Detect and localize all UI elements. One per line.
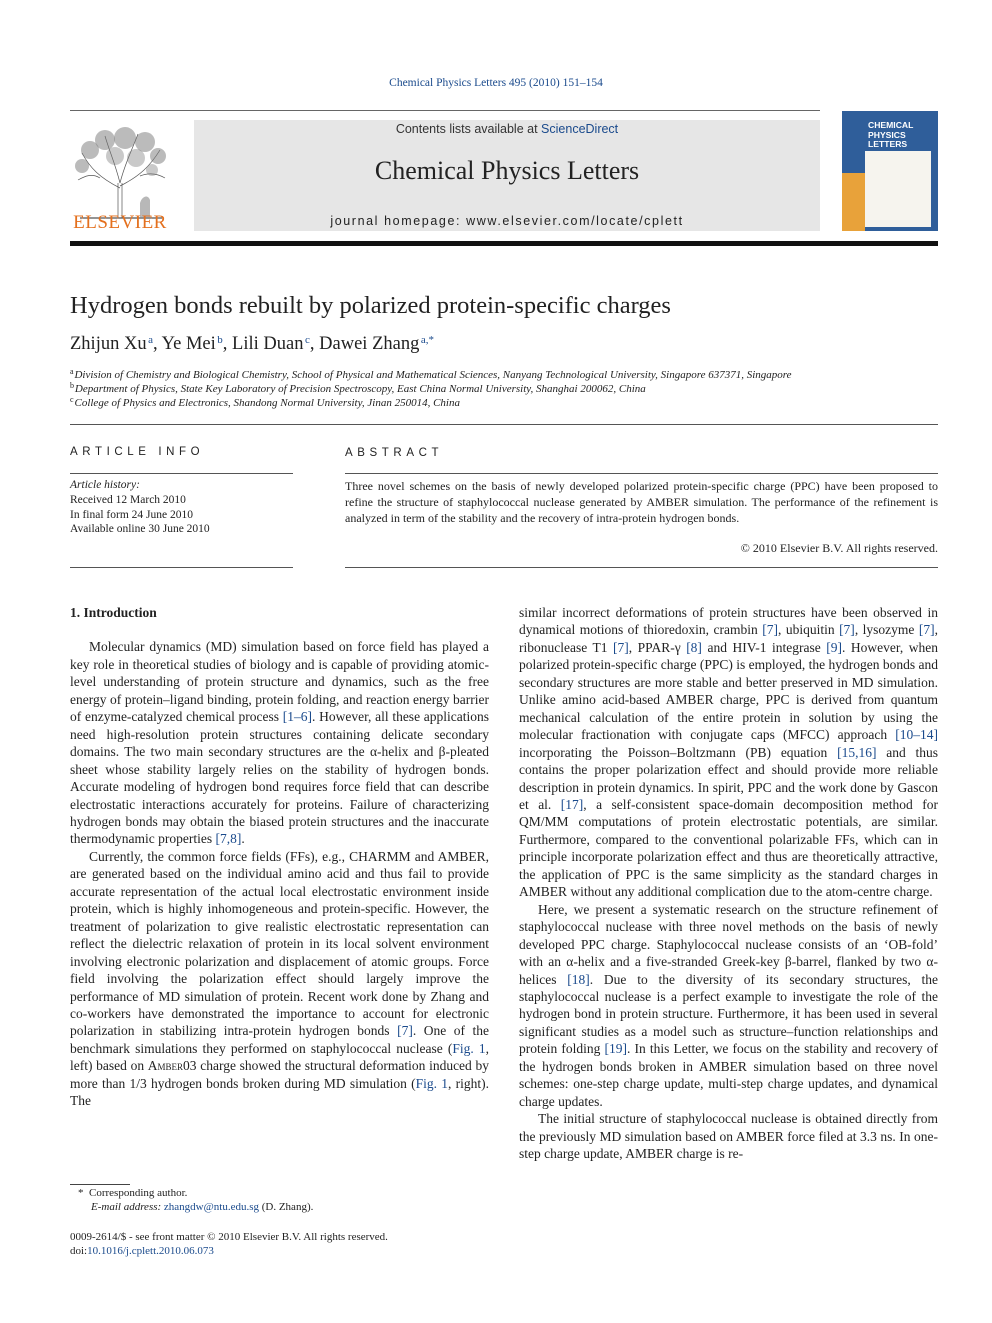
text-run: . [241,831,245,847]
affiliation-label: b [70,381,74,390]
cover-title-line: PHYSICS [868,129,906,140]
article-info-rule [70,473,293,474]
abstract-bottom-rule [345,567,938,568]
text-run: similar incorrect deformations of protein structures have been observed in dynamical motions of thioredoxin, crambin [519,605,938,638]
text-run: . Due to the diversity of its secondary structures, the staphylococcal nuclease is a perfect example to investigate the role of the hydrogen bond in protein structure. Furthermore, it has been used in several significant studies as a model such as structure–function relationships and protein folding [519,971,938,1057]
affiliation-mark[interactable]: b [217,334,223,346]
text-run: , right). The [70,1075,489,1109]
affiliation-mark[interactable]: a,* [420,334,435,346]
affiliation-text: Department of Physics, State Key Laboratory of Precision Spectroscopy, East China Normal University, Shanghai 200062, China [74,383,646,395]
text-run: . However, when polarized protein-specific charge (PPC) is employed, the hydrogen bonds and secondary structures are more stable and better preserved in MD simulation. Unlike amino acid-based AMBER charge, PPC is derived from quantum mechanical calculation of the entire protein in solution by using the molecular fractionation with conjugate caps (MFCC) approach [519,639,938,743]
text-run: . In this Letter, we focus on the stability and recovery of the hydrogen bonds broken in AMBER simulation based on three novel schemes: one-step charge update, multi-step charge updates, and dynamical charge updates. [519,1041,938,1109]
reference-link[interactable]: [17] [560,796,584,812]
section-heading: 1. Introduction [70,605,157,620]
reference-link[interactable]: [1–6] [282,709,312,725]
email-link[interactable]: zhangdw@ntu.edu.sg [163,1201,259,1213]
cover-title-line: LETTERS [868,139,908,149]
footnote-text: Corresponding author. [89,1187,188,1199]
text-run: . However, all these applications need high-resolution protein structures containing delicate secondary domains. The two main secondary structures are the α-helix and β-pleated sheet whose stability largely relies on the stability of hydrogen bonds. Accurate modeling of hydrogen bond requires force field that can describe electrostatic interactions accurately for proteins. Failure of characterizing hydrogen bonds may obtain the biased protein structures and the inaccurate thermodynamic properties [70,709,490,847]
text-run: incorporating the Poisson–Boltzmann (PB) equation [519,744,838,760]
affiliation-text: College of Physics and Electronics, Shandong Normal University, Jinan 250014, China [74,397,460,409]
text-run: and thus contains the proper polarization effect and should provide more reliable description in protein dynamics. In spirit, PPC and the work done by Gascon et al. [519,744,938,812]
text-run: Molecular dynamics (MD) simulation based on force field has played a key role in theoretical studies of biology and is capable of providing atomic-level understanding of protein structure and dynamics, such as the free energy of protein–ligand binding, protein folding, and reaction energy barrier of enzyme-catalyzed chemical process [70,639,489,725]
doi-line [70,1245,214,1257]
contents-availability [194,122,820,136]
reference-link[interactable]: [7] [762,622,778,638]
paragraph: The initial structure of staphylococcal nuclease is obtained directly from the previously MD simulation based on AMBER force filed at 3.3 ns. In one-step charge update, AMBER charge is re- [519,1111,938,1162]
corresponding-author-note [78,1187,187,1199]
reference-link[interactable]: [7] [839,622,855,638]
footnote-rule [70,1184,130,1185]
journal-cover-thumbnail [842,111,938,231]
reference-link[interactable]: [8] [686,639,702,655]
history-label: Article history: [70,479,140,491]
journal-citation[interactable]: Chemical Physics Letters 495 (2010) 151–154 [389,77,603,89]
article-info-heading: ARTICLE INFO [70,446,205,458]
contents-prefix: Contents lists available at [395,122,538,136]
affiliation-label: a [70,367,74,376]
text-run: 03 charge showed the structural deformation induced by more than 1/3 hydrogen bonds broken during MD simulation ( [70,1058,489,1091]
footnote-mark: * [78,1187,84,1199]
text-run: . One of the benchmark simulations they performed on staphylococcal nuclease ( [70,1023,490,1056]
text-run: , a self-consistent space-domain decomposition method for QM/MM computations of protein electrostatic potentials, are similar. Furthermore, compared to the conventional polarizable FFs, which can in principle incorporate polarization effect and thus are theoretically attractive, the application of PPC is the same simplicity as the standard charges in AMBER without any additional complication due to the atom-centre charge. [519,796,938,900]
text-run: , ubiquitin [777,622,840,638]
author-name: Zhijun Xu [70,334,147,354]
text-run: Amber [147,1058,184,1074]
reference-link[interactable]: [7] [918,622,935,638]
journal-banner [194,120,820,231]
affiliation-label: c [70,395,74,404]
abstract-heading: ABSTRACT [345,447,444,459]
affiliation [70,395,460,409]
affiliation [70,381,646,395]
journal-homepage[interactable]: journal homepage: www.elsevier.com/locate/cplett [330,214,684,228]
cover-title-line: CHEMICAL [868,120,914,130]
cover-accent [842,173,865,231]
reference-link[interactable]: [10–14] [895,727,938,743]
sciencedirect-link[interactable]: ScienceDirect [541,122,619,136]
affiliation-text: Division of Chemistry and Biological Chemistry, School of Physical and Mathematical Sciences, Nanyang Technological University, Singapore 637371, Singapore [74,369,792,381]
affiliation [70,367,792,381]
text-run: Here, we present a systematic research on the structure refinement of staphylococcal nuclease with three novel methods on the basis of newly developed PPC charge. Staphylococcal nuclease consists of an ‘OB-fold’ with an α-helix and a five-stranded Greek-key β-barrel, flanked by two α-helices [519,901,938,987]
reference-link[interactable]: [19] [604,1041,627,1057]
article-info-bottom-rule [70,567,293,568]
author-name: Ye Mei [161,334,216,354]
reference-link[interactable]: [15,16] [837,744,877,760]
abstract-rule [345,473,938,474]
doi-link[interactable]: 10.1016/j.cplett.2010.06.073 [87,1245,214,1257]
paragraph [70,848,489,1110]
history-item: Available online 30 June 2010 [70,523,210,536]
author-name: Dawei Zhang [319,334,420,354]
reference-link[interactable]: [7,8] [215,831,242,847]
email-note [91,1201,313,1213]
reference-link[interactable]: [9] [826,639,842,655]
author-list: Zhijun Xu $^a$, Ye Mei $^b$, Lili Duan $^c$, Dawei Zhang $^{a,*}$ [70,334,435,354]
doi-label: doi: [70,1245,88,1257]
article-history [70,478,210,537]
title-block-divider [70,424,938,425]
header-divider [70,241,938,246]
body-column-left [70,604,489,1110]
author-name: Lili Duan [232,334,304,354]
cover-figure-area [865,151,931,227]
reference-link[interactable]: [18] [567,971,590,987]
reference-link[interactable]: [7] [397,1023,413,1039]
article-title: Hydrogen bonds rebuilt by polarized protein-specific charges [70,292,671,319]
affiliation-mark[interactable]: c [305,334,310,346]
text-run: and HIV-1 integrase [701,639,827,655]
paragraph [519,901,938,1110]
email-suffix: (D. Zhang). [261,1201,314,1213]
text-run: Currently, the common force fields (FFs), e.g., CHARMM and AMBER, are generated based on the individual amino acid and thus fail to provide accurate representation of the actual local electrostatic environment inside protein, which is highly inhomogeneous and protein-specific. However, the treatment of polarization to give realistic electrostatic representation can reflect the dielectric relaxation of protein in its local solvent environment involving electronic polarization and displacement of atomic groups. Force field involving the polarization effect should largely improve the performance of MD simulation of protein. Recent work done by Zhang and co-workers have demonstrated the importance to account for electronic polarization in stabilizing intra-protein hydrogen bonds [70,848,489,1039]
body-column-right [519,604,938,1163]
cover-title [868,121,913,150]
paragraph [70,638,489,847]
reference-link[interactable]: [7] [613,639,629,655]
elsevier-wordmark: ELSEVIER [73,212,167,233]
header-rule [70,110,820,111]
copyright-notice: © 2010 Elsevier B.V. All rights reserved. [740,541,938,555]
email-label: E-mail address: [91,1201,162,1213]
history-item: In final form 24 June 2010 [70,508,193,521]
text-run: , lysozyme [854,622,919,638]
issn-line: 0009-2614/$ - see front matter © 2010 Elsevier B.V. All rights reserved. [70,1231,388,1243]
paragraph [519,604,938,901]
abstract-text: Three novel schemes on the basis of newly developed polarized protein-specific charge (PPC) have been proposed to refine the structure of staphylococcal nuclease generated by AMBER simulation. The performance of the refinement is analyzed in term of the stability and the recovery of intra-protein hydrogen bonds. [345,479,938,525]
affiliation-mark[interactable]: a [148,334,154,346]
figure-link[interactable]: Fig. 1 [415,1075,448,1091]
text-run: , ribonuclease T1 [519,622,939,655]
journal-name: Chemical Physics Letters [374,156,640,185]
figure-link[interactable]: Fig. 1 [452,1040,486,1056]
text-run: , left) based on [70,1040,489,1074]
text-run: , PPAR-γ [628,639,687,655]
history-item: Received 12 March 2010 [70,493,186,506]
